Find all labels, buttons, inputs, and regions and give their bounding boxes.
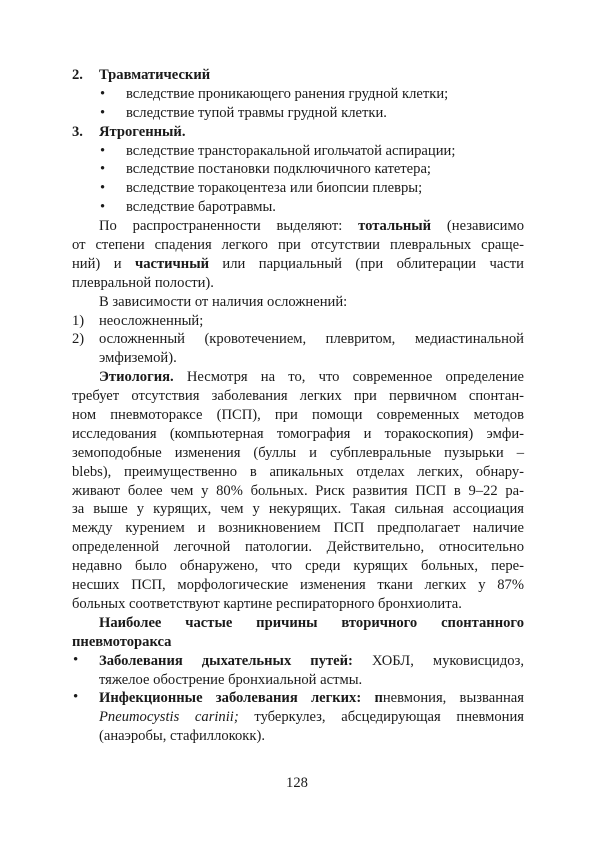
list-item: • вследствие постановки подключичного катетера; [100, 161, 431, 178]
bullet-icon: • [100, 104, 106, 121]
secondary-causes-heading: Наиболее частые причины вторичного спонтанного [99, 614, 524, 631]
page-body [72, 66, 524, 746]
page-number: 128 [286, 775, 308, 791]
list-item: • Заболевания дыхательных путей: ХОБЛ, муковисцидоз, [73, 651, 524, 669]
list-item: • вследствие торакоцентеза или биопсии плевры; [100, 180, 423, 197]
bullet-icon: • [100, 142, 106, 159]
section-heading-traumatic: 2. Травматический [72, 67, 211, 83]
secondary-causes: Наиболее частые причины вторичного спонтанного пневмоторакса • Заболевания дыхательных путей: ХОБЛ, муковисцидоз, тяжелое обострение бронхиальной астмы. • Инфекционные заболевания легких: пневмония, вызванная Pneumocystis carinii; туберкулез, абсцедирующая пневмония (анаэробы, стафиллококк). [72, 614, 525, 745]
bullet-icon: • [73, 689, 79, 706]
section-heading-iatrogenic: 3. Ятрогенный. [72, 123, 186, 140]
prevalence-paragraph: По распространенности выделяют: тотальный (независимо от степени спадения легкого при отсутствии плевральных сраще- ний) и частичный или парциальный (при облитерации части плевральной полости). [72, 218, 524, 291]
list-item: • вследствие тупой травмы грудной клетки. [100, 104, 387, 121]
list-item: 1) неосложненный; [72, 312, 204, 329]
etiology-heading: Этиология. [99, 369, 174, 386]
bullet-icon: • [100, 199, 106, 216]
list-item: • вследствие проникающего ранения грудной клетки; [100, 85, 449, 102]
bullet-icon: • [100, 161, 106, 178]
etiology-paragraph: Этиология. Несмотря на то, что современное определение требует отсутствия заболевания легких при первичном спонтан- ном пневмотораксе (ПСП), при помощи современных методов исследования (компьютерная томография и торакоскопия) эмфи- земоподобные изменения (буллы и субплевральные пузырьки – blebs), преимущественно в апикальных отделах легких, обнару- живают более чем у 80% больных. Риск развития ПСП в 9–22 ра- за выше у курящих, чем у некурящих. Такая сильная ассоциация между курением и возникновением ПСП предполагает наличие определенной легочной патологии. Действительно, относительно недавно было обнаружено, что среди курящих больных, пере- несших ПСП, морфологические изменения ткани легких у 87% больных соответствуют картине респираторного бронхиолита. [72, 369, 524, 612]
bullet-icon: • [100, 180, 106, 197]
list-item: • вследствие баротравмы. [100, 199, 276, 216]
complications-list: В зависимости от наличия осложнений: 1) неосложненный; 2) осложненный (кровотечением, плевритом, медиастинальной эмфиземой). [72, 293, 524, 367]
list-item: 2) осложненный (кровотечением, плевритом, медиастинальной [72, 331, 524, 348]
bullet-icon: • [100, 85, 106, 102]
bullet-icon: • [73, 651, 79, 668]
list-item: • Инфекционные заболевания легких: пневмония, вызванная [73, 689, 525, 707]
list-item: • вследствие трансторакальной игольчатой аспирации; [100, 142, 456, 159]
